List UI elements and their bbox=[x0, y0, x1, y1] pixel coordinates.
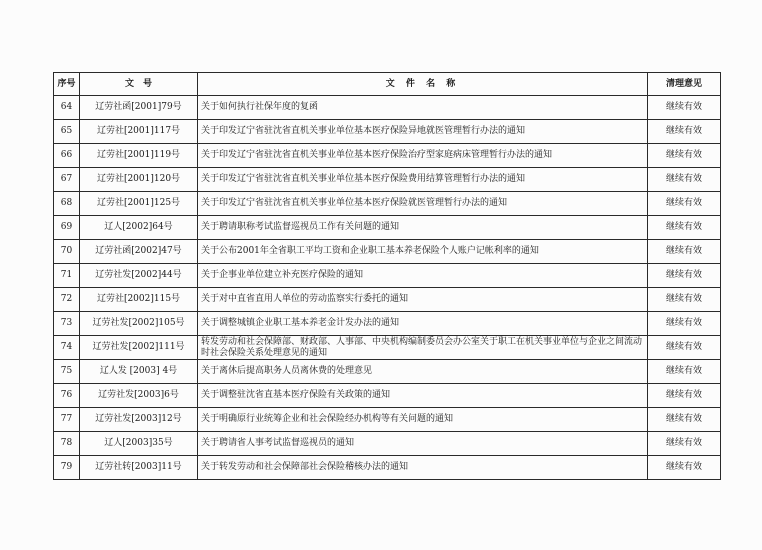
row-cleanup-opinion: 继续有效 bbox=[648, 192, 721, 216]
row-cleanup-opinion: 继续有效 bbox=[648, 120, 721, 144]
row-document-title: 关于如何执行社保年度的复函 bbox=[198, 96, 648, 120]
row-document-title: 关于离休后提高职务人员离休费的处理意见 bbox=[198, 360, 648, 384]
row-serial-number: 74 bbox=[54, 336, 80, 360]
row-serial-number: 65 bbox=[54, 120, 80, 144]
row-document-title: 关于调整驻沈省直基本医疗保险有关政策的通知 bbox=[198, 384, 648, 408]
row-document-title: 关于转发劳动和社会保障部社会保险稽核办法的通知 bbox=[198, 456, 648, 480]
row-document-number: 辽劳社[2001]117号 bbox=[80, 120, 198, 144]
row-serial-number: 76 bbox=[54, 384, 80, 408]
row-document-title: 关于企事业单位建立补充医疗保险的通知 bbox=[198, 264, 648, 288]
table-row bbox=[54, 312, 721, 336]
table-row bbox=[54, 192, 721, 216]
row-cleanup-opinion: 继续有效 bbox=[648, 384, 721, 408]
row-serial-number: 78 bbox=[54, 432, 80, 456]
table-row bbox=[54, 456, 721, 480]
row-cleanup-opinion: 继续有效 bbox=[648, 408, 721, 432]
row-cleanup-opinion: 继续有效 bbox=[648, 96, 721, 120]
row-cleanup-opinion: 继续有效 bbox=[648, 312, 721, 336]
row-cleanup-opinion: 继续有效 bbox=[648, 288, 721, 312]
row-document-title: 关于明确原行业统筹企业和社会保险经办机构等有关问题的通知 bbox=[198, 408, 648, 432]
row-serial-number: 66 bbox=[54, 144, 80, 168]
header-document-number: 文 号 bbox=[80, 73, 198, 96]
row-cleanup-opinion: 继续有效 bbox=[648, 264, 721, 288]
row-document-number: 辽人[2002]64号 bbox=[80, 216, 198, 240]
row-serial-number: 68 bbox=[54, 192, 80, 216]
row-document-title: 关于对中直省直用人单位的劳动监察实行委托的通知 bbox=[198, 288, 648, 312]
row-serial-number: 79 bbox=[54, 456, 80, 480]
table-header-row bbox=[54, 73, 721, 96]
row-document-number: 辽劳社发[2003]6号 bbox=[80, 384, 198, 408]
row-cleanup-opinion: 继续有效 bbox=[648, 216, 721, 240]
row-document-number: 辽人[2003]35号 bbox=[80, 432, 198, 456]
row-cleanup-opinion: 继续有效 bbox=[648, 432, 721, 456]
table-row bbox=[54, 432, 721, 456]
row-document-number: 辽劳社函[2001]79号 bbox=[80, 96, 198, 120]
row-cleanup-opinion: 继续有效 bbox=[648, 168, 721, 192]
row-serial-number: 75 bbox=[54, 360, 80, 384]
table-row bbox=[54, 336, 721, 360]
row-document-number: 辽劳社发[2002]44号 bbox=[80, 264, 198, 288]
row-cleanup-opinion: 继续有效 bbox=[648, 336, 721, 360]
row-document-number: 辽劳社[2001]119号 bbox=[80, 144, 198, 168]
header-cleanup-opinion: 清理意见 bbox=[648, 73, 721, 96]
row-serial-number: 71 bbox=[54, 264, 80, 288]
table-row bbox=[54, 96, 721, 120]
row-document-title: 关于聘请省人事考试监督巡视员的通知 bbox=[198, 432, 648, 456]
row-document-title: 关于公布2001年全省职工平均工资和企业职工基本养老保险个人账户记帐利率的通知 bbox=[198, 240, 648, 264]
row-document-title: 转发劳动和社会保障部、财政部、人事部、中央机构编制委员会办公室关于职工在机关事业单位与企业之间流动时社会保险关系处理意见的通知 bbox=[198, 336, 648, 360]
row-document-number: 辽劳社函[2002]47号 bbox=[80, 240, 198, 264]
table-row bbox=[54, 144, 721, 168]
row-cleanup-opinion: 继续有效 bbox=[648, 240, 721, 264]
header-document-title: 文 件 名 称 bbox=[198, 73, 648, 96]
row-document-title: 关于聘请职称考试监督巡视员工作有关问题的通知 bbox=[198, 216, 648, 240]
row-cleanup-opinion: 继续有效 bbox=[648, 360, 721, 384]
row-serial-number: 64 bbox=[54, 96, 80, 120]
table-row bbox=[54, 408, 721, 432]
row-document-number: 辽劳社发[2003]12号 bbox=[80, 408, 198, 432]
row-document-number: 辽劳社发[2002]111号 bbox=[80, 336, 198, 360]
row-document-number: 辽劳社[2001]120号 bbox=[80, 168, 198, 192]
row-document-number: 辽劳社[2001]125号 bbox=[80, 192, 198, 216]
table-row bbox=[54, 216, 721, 240]
row-document-title: 关于印发辽宁省驻沈省直机关事业单位基本医疗保险异地就医管理暂行办法的通知 bbox=[198, 120, 648, 144]
row-document-title: 关于调整城镇企业职工基本养老金计发办法的通知 bbox=[198, 312, 648, 336]
row-serial-number: 72 bbox=[54, 288, 80, 312]
document-cleanup-table bbox=[53, 72, 721, 480]
row-serial-number: 70 bbox=[54, 240, 80, 264]
row-document-title: 关于印发辽宁省驻沈省直机关事业单位基本医疗保险治疗型家庭病床管理暂行办法的通知 bbox=[198, 144, 648, 168]
row-serial-number: 77 bbox=[54, 408, 80, 432]
row-document-number: 辽劳社[2002]115号 bbox=[80, 288, 198, 312]
table-row bbox=[54, 168, 721, 192]
row-document-number: 辽人发 [2003] 4号 bbox=[80, 360, 198, 384]
table-row bbox=[54, 384, 721, 408]
row-cleanup-opinion: 继续有效 bbox=[648, 456, 721, 480]
row-document-title: 关于印发辽宁省驻沈省直机关事业单位基本医疗保险就医管理暂行办法的通知 bbox=[198, 192, 648, 216]
table-body bbox=[54, 96, 721, 480]
row-document-title: 关于印发辽宁省驻沈省直机关事业单位基本医疗保险费用结算管理暂行办法的通知 bbox=[198, 168, 648, 192]
row-serial-number: 67 bbox=[54, 168, 80, 192]
row-serial-number: 69 bbox=[54, 216, 80, 240]
row-document-number: 辽劳社转[2003]11号 bbox=[80, 456, 198, 480]
row-cleanup-opinion: 继续有效 bbox=[648, 144, 721, 168]
table-row bbox=[54, 288, 721, 312]
table-row bbox=[54, 120, 721, 144]
table-row bbox=[54, 360, 721, 384]
table-row bbox=[54, 264, 721, 288]
table-row bbox=[54, 240, 721, 264]
row-serial-number: 73 bbox=[54, 312, 80, 336]
row-document-number: 辽劳社发[2002]105号 bbox=[80, 312, 198, 336]
header-serial-number: 序号 bbox=[54, 73, 80, 96]
